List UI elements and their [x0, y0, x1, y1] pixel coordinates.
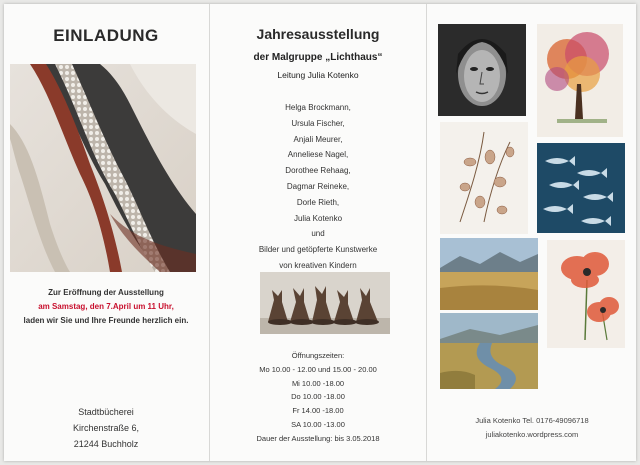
botanical-drawing [440, 122, 528, 234]
list-item: Helga Brockmann, [285, 103, 351, 112]
list-item: und [311, 229, 325, 239]
panel-invitation [4, 4, 208, 461]
hours-line: SA 10.00 -13.00 [291, 419, 345, 429]
list-item: von kreativen Kindern [279, 260, 357, 270]
list-item: Dagmar Reineke, [286, 181, 350, 191]
hours-heading: Öffnungszeiten: [291, 351, 345, 360]
invitation-heading: EINLADUNG [53, 26, 159, 45]
exhibition-duration: Dauer der Ausstellung: bis 3.05.2018 [256, 433, 380, 443]
venue-address [4, 404, 208, 452]
landscape-painting [440, 238, 538, 310]
hours-line: Mi 10.00 -18.00 [291, 378, 345, 388]
ceramic-animals-photo [260, 272, 390, 334]
list-item: Dorothee Rehaag, [285, 166, 351, 176]
invite-line-date: am Samstag, den 7.April um 11 Uhr, [38, 302, 174, 311]
list-item: Dorle Rieth, [296, 197, 340, 207]
hours-line: Fr 14.00 -18.00 [292, 406, 344, 416]
opening-hours [210, 349, 426, 446]
hours-line: Do 10.00 -18.00 [291, 392, 345, 402]
list-item: Bilder und getöpferte Kunstwerke [258, 245, 378, 255]
hours-line: Mo 10.00 - 12.00 und 15.00 - 20.00 [259, 364, 377, 374]
exhibition-subtitle: der Malgruppe „Lichthaus“ [253, 52, 383, 63]
address-line: 21244 Buchholz [73, 439, 139, 449]
brochure-sheet [4, 4, 636, 461]
fish-painting [537, 143, 625, 233]
contact-info [427, 414, 637, 442]
portrait-artwork [438, 24, 526, 116]
invite-line-opening: Zur Eröffnung der Ausstellung [48, 288, 164, 297]
list-item: Anjali Meurer, [293, 134, 343, 144]
exhibition-title: Jahresausstellung [256, 26, 380, 42]
poppy-painting [547, 240, 625, 348]
invite-line-welcome: laden wir Sie und Ihre Freunde herzlich ein. [23, 316, 189, 325]
cover-artwork [10, 64, 196, 272]
panel-gallery [426, 4, 637, 461]
address-line: Kirchenstraße 6, [72, 423, 140, 433]
list-item: Julia Kotenko [293, 213, 343, 223]
artist-list [210, 100, 426, 274]
list-item: Ursula Fischer, [291, 118, 345, 128]
website-link[interactable]: juliakotenko.wordpress.com [485, 430, 579, 439]
tree-watercolor [537, 24, 623, 137]
river-painting [440, 313, 538, 389]
invitation-text [4, 286, 208, 328]
address-line: Stadtbücherei [78, 407, 134, 417]
contact-line: Julia Kotenko Tel. 0176-49096718 [475, 416, 589, 425]
list-item: Anneliese Nagel, [287, 150, 349, 160]
exhibition-lead: Leitung Julia Kotenko [277, 70, 359, 80]
panel-exhibition [209, 4, 426, 461]
